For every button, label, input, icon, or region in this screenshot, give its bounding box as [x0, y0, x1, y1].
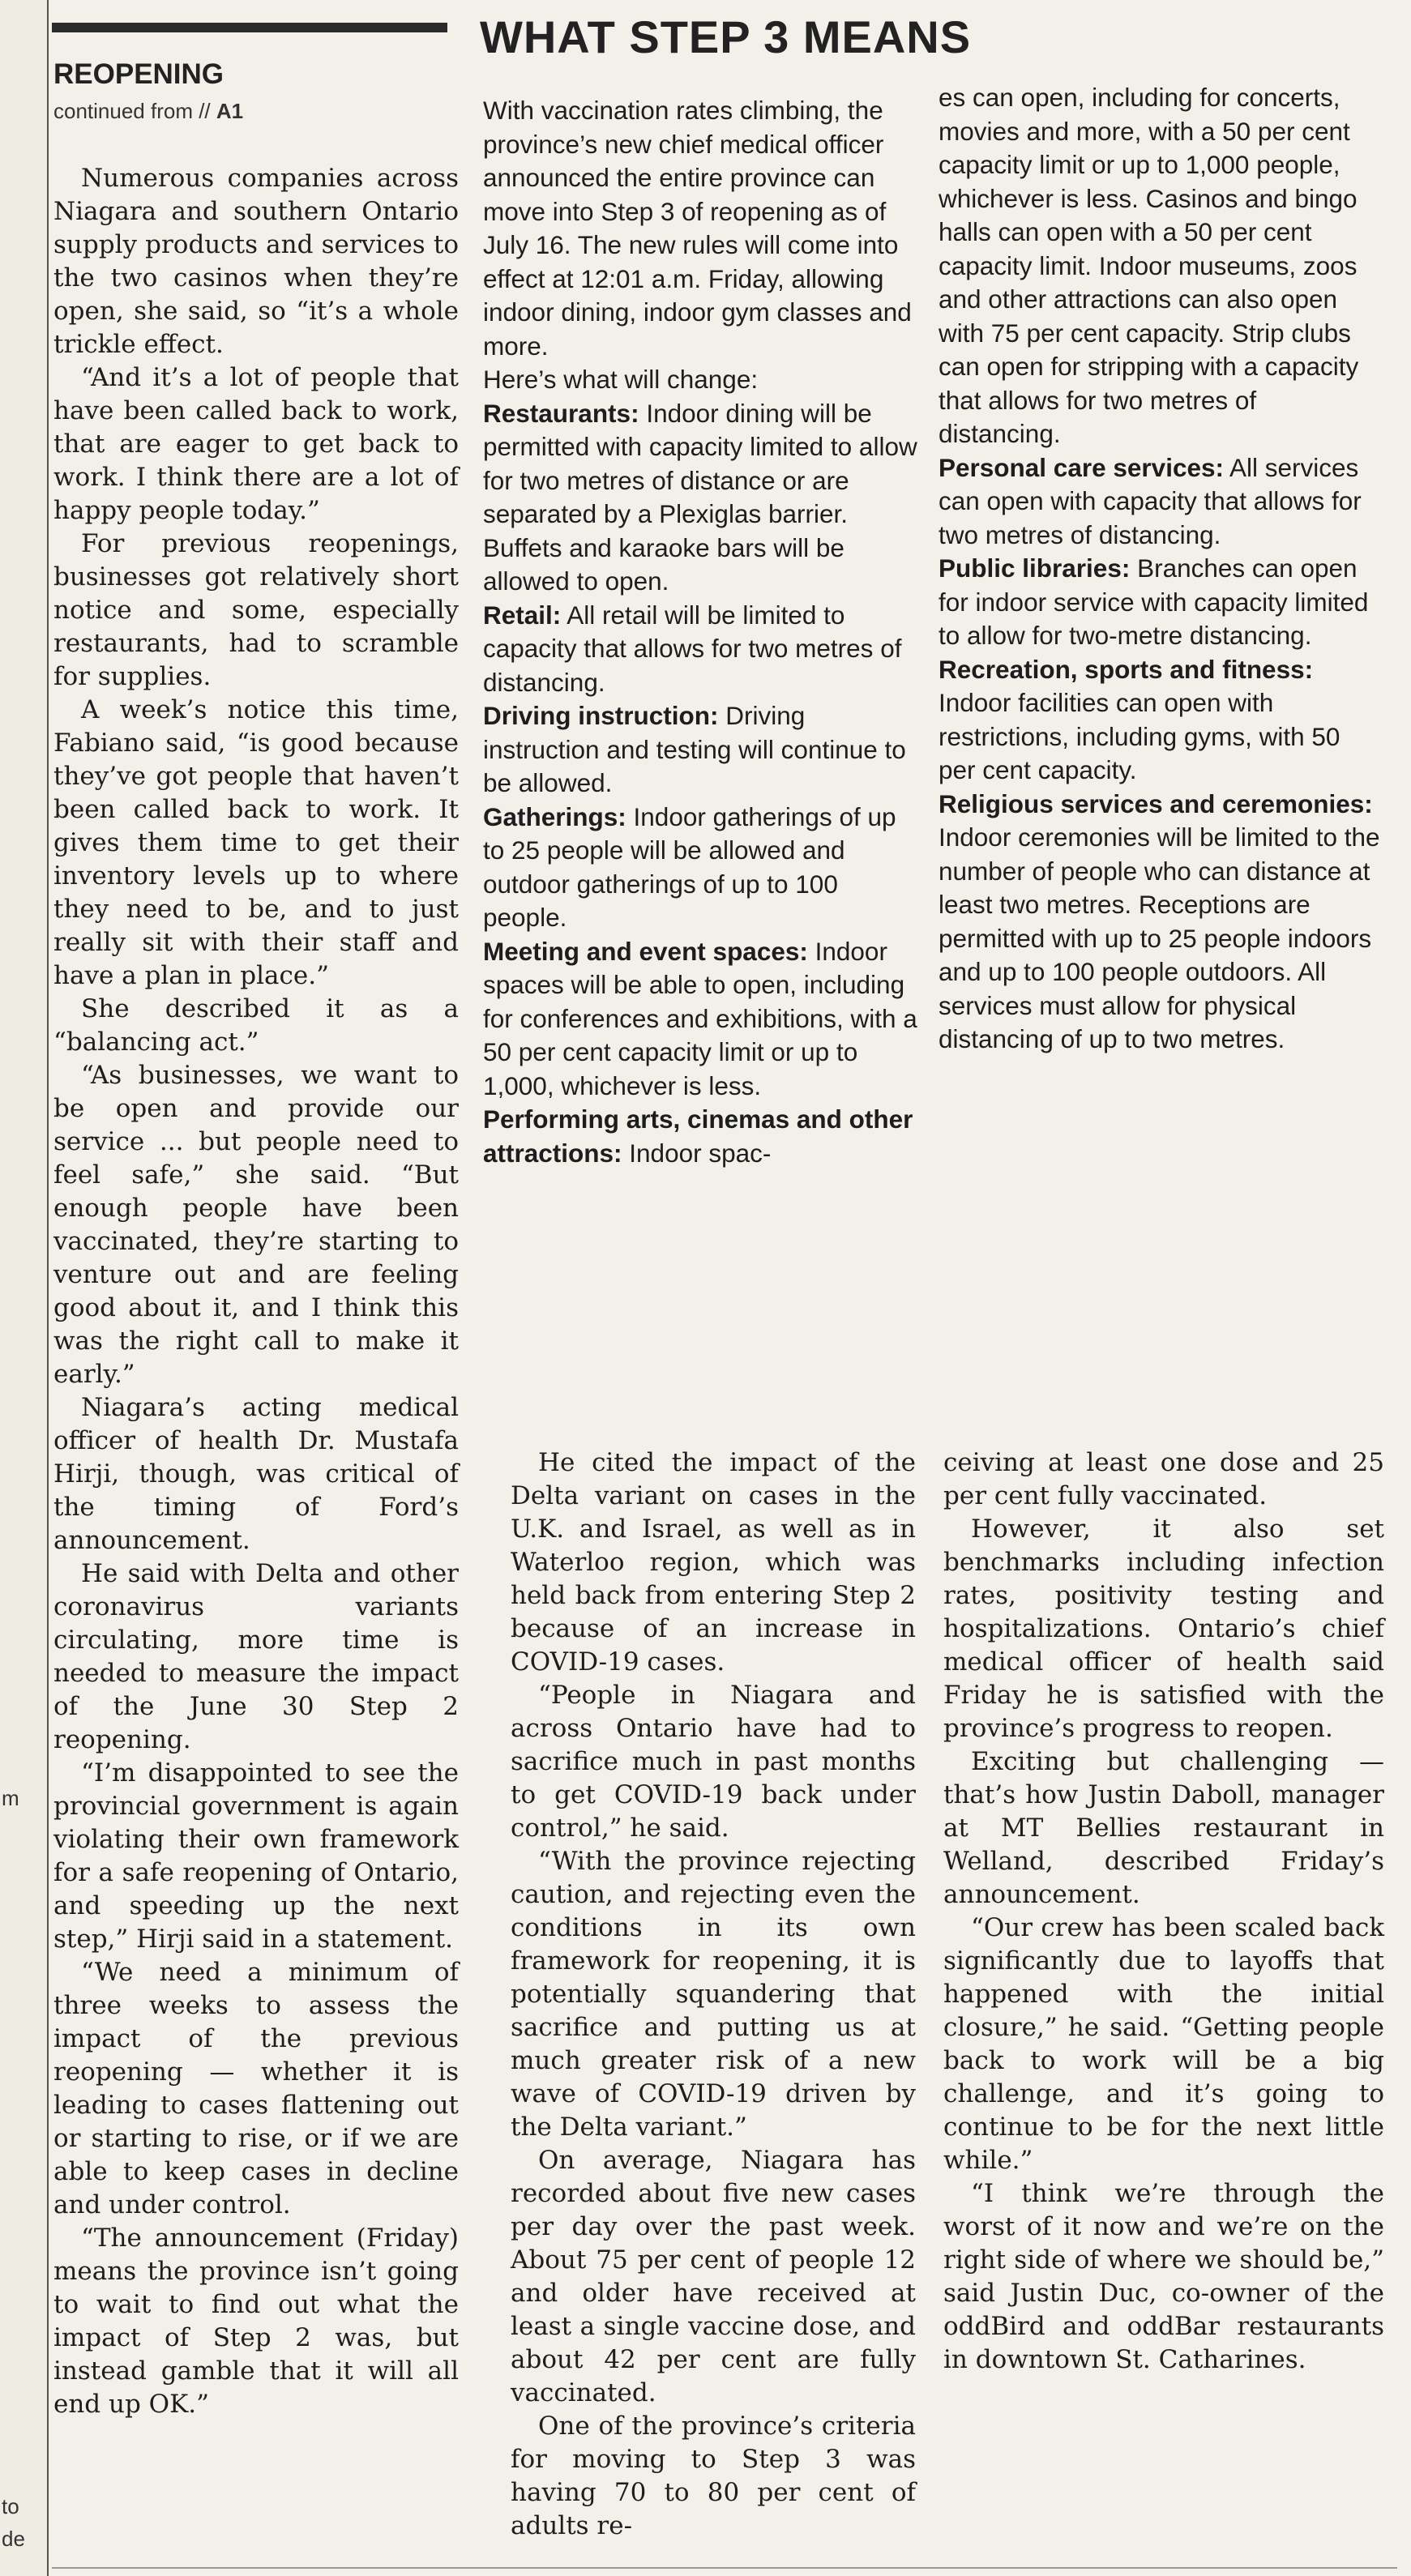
- factbox-heading: Driving instruction:: [483, 701, 719, 730]
- article-column-2: [511, 1446, 916, 2543]
- factbox-heading: Religious services and ceremonies:: [939, 788, 1373, 818]
- paragraph: Niagara’s acting medical officer of health Dr. Mustafa Hirji, though, was critical of the timing of Ford’s announcement.: [53, 1393, 459, 1555]
- paragraph: “People in Niagara and across Ontario have had to sacrifice much in past months to get COVID-19 back under control,” he said.: [511, 1681, 916, 1843]
- paragraph: “As businesses, we want to be open and provide our service ... but people need to feel safe,” she said. “But enough people have been vaccinated, they’re starting to venture out and are feeling good about it, and I think this was the right call to make it early.”: [53, 1061, 459, 1389]
- factbox-heading: Personal care services:: [939, 452, 1224, 482]
- factbox-text: Driving instruction and testing will continue to be allowed.: [483, 701, 906, 797]
- edge-fragment: m: [2, 1786, 19, 1810]
- factbox-text: Indoor dining will be permitted with capacity limited to allow for two metres of distance or are separated by a Plexiglas barrier. Buffets and karaoke bars will be allowed to open.: [483, 398, 917, 596]
- article-column-3: [943, 1446, 1384, 2377]
- factbox-item: [483, 1103, 921, 1170]
- edge-fragment: de: [2, 2527, 25, 2551]
- paragraph: Numerous companies across Niagara and southern Ontario supply products and services to the two casinos when they’re open, she said, so “it’s a whole trickle effect.: [53, 164, 459, 359]
- factbox-continuation: es can open, including for concerts, movies and more, with a 50 per cent capacity limit or up to 1,000 people, whichever is less. Casinos and bingo halls can open with a 50 per cent capacity limit. Indoor museums, zoos and other attractions can also open with 75 per cent capacity. Strip clubs can open for stripping with a capacity that allows for two metres of distancing.: [939, 83, 1359, 448]
- factbox-column-2: [939, 81, 1383, 1057]
- paragraph: “We need a minimum of three weeks to assess the impact of the previous reopening — whether it is leading to cases flattening out or starting to rise, or if we are able to keep cases in decline and under control.: [53, 1958, 459, 2219]
- factbox-heading: Restaurants:: [483, 398, 639, 428]
- factbox-item: [483, 599, 921, 700]
- box-title: WHAT STEP 3 MEANS: [480, 11, 972, 62]
- paragraph: He said with Delta and other coronavirus variants circulating, more time is needed to measure the impact of the June 30 Step 2 reopening.: [53, 1559, 459, 1754]
- paragraph: For previous reopenings, businesses got relatively short notice and some, especially restaurants, had to scramble for supplies.: [53, 529, 459, 691]
- adjacent-page-edge: [0, 0, 49, 2576]
- paragraph: ceiving at least one dose and 25 per cent fully vaccinated.: [943, 1448, 1384, 1510]
- factbox-text: Branches can open for indoor service with capacity limited to allow for two-metre distancing.: [939, 553, 1369, 650]
- factbox-heading: Recreation, sports and fitness:: [939, 654, 1314, 684]
- jump-page: A1: [216, 99, 244, 123]
- section-rule: [52, 23, 447, 32]
- factbox-text: Indoor spaces will be able to open, including for conferences and exhibitions, with a 50 per cent capacity limit or up to 1,000, whichever is less.: [483, 936, 917, 1100]
- factbox-heading: Gatherings:: [483, 801, 626, 831]
- article-column-1: [53, 162, 459, 2421]
- factbox-item: [483, 935, 921, 1104]
- factbox-item: [939, 653, 1383, 788]
- paragraph: “With the province rejecting caution, and rejecting even the conditions in its own framework for reopening, it is potentially squandering that sacrifice and putting us at much greater risk of a new wave of COVID-19 driven by the Delta variant.”: [511, 1847, 916, 2142]
- paragraph: He cited the impact of the Delta variant on cases in the U.K. and Israel, as well as in Waterloo region, which was held back from entering Step 2 because of an increase in COVID-19 cases.: [511, 1448, 916, 1677]
- paragraph: “Our crew has been scaled back significantly due to layoffs that happened with the initial closure,” he said. “Getting people back to work will be a big challenge, and it’s going to continue to be for the next little while.”: [943, 1913, 1384, 2175]
- section-kicker: REOPENING: [53, 58, 224, 90]
- factbox-text: All retail will be limited to capacity that allows for two metres of distancing.: [483, 600, 902, 697]
- factbox-item: [483, 397, 921, 599]
- factbox-text: Indoor ceremonies will be limited to the number of people who can distance at least two metres. Receptions are permitted with up to 25 people indoors and up to 100 people outdoors. All services must allow for physical distancing of up to two metres.: [939, 822, 1380, 1053]
- paragraph: “The announcement (Friday) means the province isn’t going to wait to find out what the impact of Step 2 was, but instead gamble that it will all end up OK.”: [53, 2224, 459, 2419]
- factbox-heading: Public libraries:: [939, 553, 1131, 583]
- edge-fragment: to: [2, 2494, 19, 2518]
- paragraph: “I think we’re through the worst of it now and we’re on the right side of where we should be,” said Justin Duc, co-owner of the oddBird and oddBar restaurants in downtown St. Catharines.: [943, 2179, 1384, 2374]
- paragraph: However, it also set benchmarks including infection rates, positivity testing and hospitalizations. Ontario’s chief medical officer of health said Friday he is satisfied with the province’s progress to reopen.: [943, 1514, 1384, 1743]
- jump-text: continued from //: [53, 99, 216, 123]
- factbox-text: Indoor facilities can open with restrictions, including gyms, with 50 per cent capacity.: [939, 688, 1340, 784]
- paragraph: “And it’s a lot of people that have been called back to work, that are eager to get back to work. I think there are a lot of happy people today.”: [53, 363, 459, 525]
- paragraph: On average, Niagara has recorded about five new cases per day over the past week. About 75 per cent of people 12 and older have received at least a single vaccine dose, and about 42 per cent are fully vaccinated.: [511, 2146, 916, 2407]
- factbox-text: All services can open with capacity that allows for two metres of distancing.: [939, 452, 1362, 549]
- factbox-item: [939, 788, 1383, 1057]
- factbox-lead: Here’s what will change:: [483, 365, 759, 394]
- factbox-item: [939, 451, 1383, 553]
- factbox-item: [483, 699, 921, 801]
- paragraph: “I’m disappointed to see the provincial government is again violating their own framework for a safe reopening of Ontario, and speeding up the next step,” Hirji said in a statement.: [53, 1758, 459, 1954]
- factbox-heading: Performing arts, cinemas and other attractions:: [483, 1104, 913, 1168]
- factbox-heading: Meeting and event spaces:: [483, 936, 808, 966]
- paragraph: One of the province’s criteria for moving to Step 3 was having 70 to 80 per cent of adults re-: [511, 2412, 916, 2540]
- factbox-intro: With vaccination rates climbing, the province’s new chief medical officer announced the entire province can move into Step 3 of reopening as of July 16. The new rules will come into effect at 12:01 a.m. Friday, allowing indoor dining, indoor gym classes and more.: [483, 96, 912, 361]
- paragraph: Exciting but challenging — that’s how Justin Daboll, manager at MT Bellies restaurant in Welland, described Friday’s announcement.: [943, 1747, 1384, 1909]
- jump-line: [53, 99, 243, 124]
- bottom-rule: [52, 2567, 1397, 2569]
- factbox-text: Indoor spac-: [622, 1138, 772, 1168]
- paragraph: She described it as a “balancing act.”: [53, 994, 459, 1057]
- factbox-heading: Retail:: [483, 600, 562, 630]
- factbox-item: [483, 801, 921, 935]
- paragraph: A week’s notice this time, Fabiano said, “is good because they’ve got people that haven’t been called back to work. It gives them time to get their inventory levels up to where they need to be, and to just really sit with their staff and have a plan in place.”: [53, 695, 459, 990]
- factbox-item: [939, 552, 1383, 653]
- factbox-column-1: [483, 94, 921, 1170]
- factbox-text: Indoor gatherings of up to 25 people will be allowed and outdoor gatherings of up to 100 people.: [483, 801, 896, 932]
